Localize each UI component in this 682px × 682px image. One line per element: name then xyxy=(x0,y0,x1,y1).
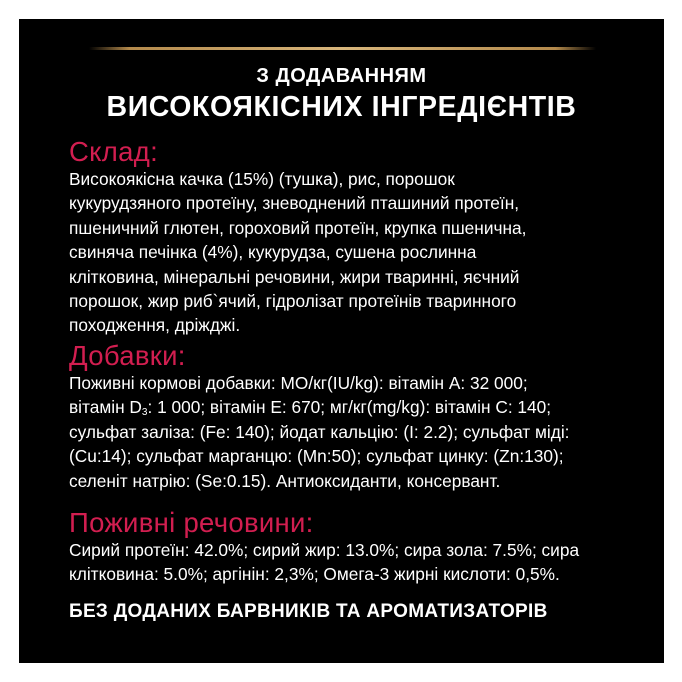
additives-line: селеніт натрію: (Se:0.15). Антиоксиданти, консервант. xyxy=(69,470,501,491)
composition-section xyxy=(69,137,649,338)
additives-line: (Cu:14); сульфат марганцю: (Mn:50); сульфат цинку: (Zn:130); xyxy=(69,446,564,467)
composition-line: пшеничний глютен, гороховий протеїн, крупка пшенична, xyxy=(69,217,527,238)
composition-heading: Склад: xyxy=(69,136,159,167)
header-subtitle: З ДОДАВАННЯМ xyxy=(256,65,427,87)
gold-divider-line xyxy=(89,47,596,50)
additives-line xyxy=(69,395,649,419)
composition-line: походження, дріжджі. xyxy=(69,315,241,336)
additives-heading: Добавки: xyxy=(69,340,186,371)
nutrients-heading: Поживні речовини: xyxy=(69,507,314,538)
vitamin-d-label: вітамін D xyxy=(69,397,142,418)
nutrients-text xyxy=(69,538,649,587)
additives-text xyxy=(69,371,649,493)
composition-text xyxy=(69,167,649,338)
nutrients-section xyxy=(69,508,649,587)
additives-section xyxy=(69,341,649,493)
composition-line: Високоякісна качка (15%) (тушка), рис, порошок xyxy=(69,169,455,189)
composition-line: клітковина, мінеральні речовини, жири тваринні, яєчний xyxy=(69,266,520,287)
composition-line: порошок, жир риб`ячий, гідролізат протеїнів тваринного xyxy=(69,291,517,312)
footer-claim: БЕЗ ДОДАНИХ БАРВНИКІВ ТА АРОМАТИЗАТОРІВ xyxy=(69,601,548,622)
header-title: ВИСОКОЯКІСНИХ ІНГРЕДІЄНТІВ xyxy=(106,91,577,123)
vitamin-d-subscript: 3 xyxy=(141,407,148,419)
nutrients-line: Сирий протеїн: 42.0%; сирий жир: 13.0%; сира зола: 7.5%; сира xyxy=(69,540,580,560)
composition-line: кукурудзяного протеїну, зневоднений пташиний протеїн, xyxy=(69,193,520,214)
nutrients-line: клітковина: 5.0%; аргінін: 2,3%; Омега-3 жирні кислоти: 0,5%. xyxy=(69,564,560,585)
additives-line: Поживні кормові добавки: МО/кг(IU/kg): вітамін A: 32 000; xyxy=(69,373,528,393)
label-panel xyxy=(19,19,664,663)
additives-line: сульфат заліза: (Fe: 140); йодат кальцію: (I: 2.2); сульфат міді: xyxy=(69,421,570,442)
composition-line: свиняча печінка (4%), кукурудза, сушена рослинна xyxy=(69,242,477,263)
additives-line-rest: : 1 000; вітамін E: 670; мг/кг(mg/kg): вітамін C: 140; xyxy=(147,397,552,418)
